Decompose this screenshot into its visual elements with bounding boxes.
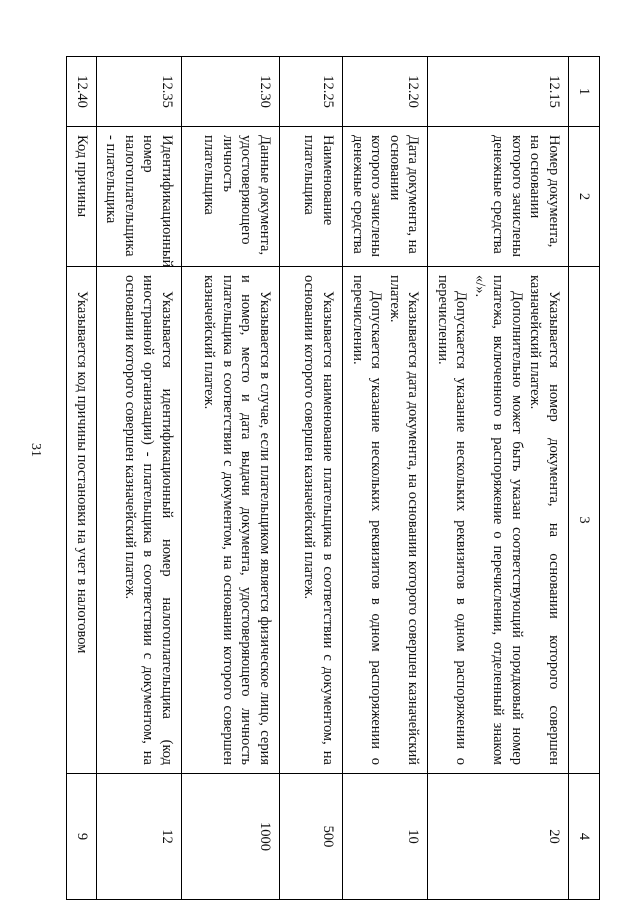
row-description xyxy=(96,267,181,774)
description-paragraph: Указывается в случае, если плательщиком является физическое лицо, серия и номер, место и дата выдачи документа, удостоверяющего личность плательщика в соответствии с документом, на основании которого совершен казначейский платеж. xyxy=(201,275,273,765)
row-description xyxy=(67,267,97,774)
column-header-3: 3 xyxy=(569,267,600,774)
row-number: 12.20 xyxy=(342,57,427,127)
row-name: Идентификационный номер налогоплательщика - плательщика xyxy=(96,127,181,267)
row-length: 20 xyxy=(428,774,569,900)
column-header-2: 2 xyxy=(569,127,600,267)
row-number: 12.15 xyxy=(428,57,569,127)
column-header-1: 1 xyxy=(569,57,600,127)
table-row xyxy=(342,57,427,900)
row-number: 12.40 xyxy=(67,57,97,127)
description-paragraph: Указывается код причины постановки на учет в налоговом xyxy=(73,291,90,654)
row-length: 1000 xyxy=(181,774,279,900)
row-number: 12.25 xyxy=(279,57,342,127)
row-name: Дата документа, на основании которого зачислены денежные средства xyxy=(342,127,427,267)
row-name: Наименование плательщика xyxy=(279,127,342,267)
table-row xyxy=(181,57,279,900)
row-name: Код причины xyxy=(67,127,97,267)
table-header-row xyxy=(569,57,600,900)
table-row xyxy=(96,57,181,900)
description-paragraph: Допускается указание нескольких реквизитов в одном распоряжении о перечислении. xyxy=(434,275,470,765)
row-description xyxy=(342,267,427,774)
rotated-table-container xyxy=(73,56,600,899)
description-paragraph: Допускается указание нескольких реквизитов в одном распоряжении о перечислении. xyxy=(349,275,385,765)
row-number: 12.35 xyxy=(96,57,181,127)
row-length: 12 xyxy=(96,774,181,900)
description-paragraph: Указывается дата документа, на основании которого совершен казначейский платеж. xyxy=(386,275,422,765)
row-name: Данные документа, удостоверяющего личность плательщика xyxy=(181,127,279,267)
table-row xyxy=(428,57,569,900)
description-paragraph: Указывается наименование плательщика в соответствии с документом, на основании которого совершен казначейский платеж. xyxy=(301,275,336,765)
row-length: 10 xyxy=(342,774,427,900)
column-header-4: 4 xyxy=(569,774,600,900)
table-row xyxy=(279,57,342,900)
description-paragraph: Указывается идентификационный номер налогоплательщика (код иностранной организации) - плательщика в соответствии с документом, на основании которого совершен казначейский платеж. xyxy=(121,275,175,765)
row-description xyxy=(279,267,342,774)
row-number: 12.30 xyxy=(181,57,279,127)
row-length: 500 xyxy=(279,774,342,900)
row-description xyxy=(181,267,279,774)
description-paragraph: Дополнительно может быть указан соответствующий порядковый номер платежа, включенного в распоряжение о перечислении, отделенный знаком «/». xyxy=(471,275,525,765)
requisites-table xyxy=(66,56,600,900)
table-row xyxy=(67,57,97,900)
row-length: 9 xyxy=(67,774,97,900)
row-name: Номер документа, на основании которого зачислены денежные средства xyxy=(428,127,569,267)
description-paragraph: Указывается номер документа, на основании которого совершен казначейский платеж. xyxy=(527,275,562,765)
row-description xyxy=(428,267,569,774)
page-number: 31 xyxy=(28,443,43,457)
